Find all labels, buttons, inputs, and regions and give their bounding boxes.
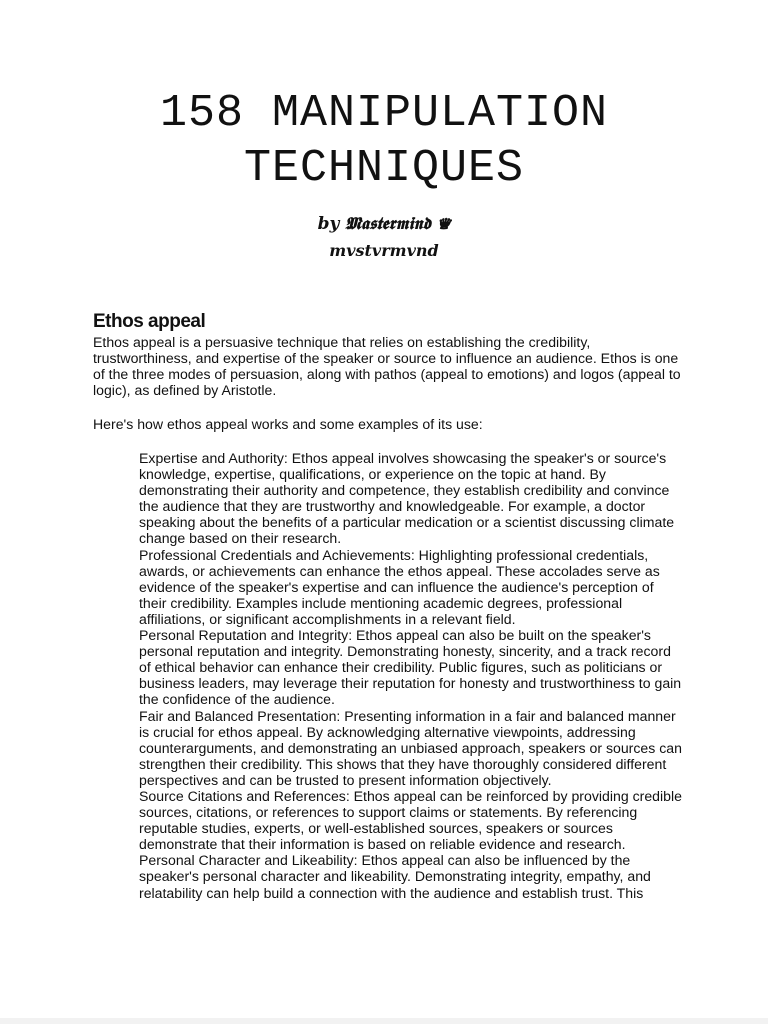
list-item: Expertise and Authority: Ethos appeal involves showcasing the speaker's or source's knowledge, expertise, qualifications, or experience on the topic at hand. By demonstrating their authority and competence, they establish credibility and convince the audience that they are trustworthy and knowledgeable. For example, a doctor speaking about the benefits of a particular medication or a scientist discussing climate change based on their research. [139, 450, 675, 547]
section-heading: Ethos appeal [93, 311, 206, 332]
author-byline: by 𝕸𝖆𝖘𝖙𝖊𝖗𝖒𝖎𝖓𝖉 ♛ [317, 214, 451, 234]
title-line-1: 158 MANIPULATION [159, 88, 609, 139]
technique-list [139, 450, 684, 901]
list-item: Fair and Balanced Presentation: Presenting information in a fair and balanced manner is crucial for ethos appeal. By acknowledging alternative viewpoints, addressing counterarguments, and demonstrating an unbiased approach, speakers or sources can strengthen their credibility. This shows that they have thoroughly considered different perspectives and can be trusted to present information objectively. [139, 707, 682, 788]
section-lead: Here's how ethos appeal works and some examples of its use: [93, 416, 483, 432]
page-title [0, 86, 768, 196]
section-intro: Ethos appeal is a persuasive technique that relies on establishing the credibility, trustworthiness, and expertise of the speaker or source to influence an audience. Ethos is one of the three modes of persuasion, along with pathos (appeal to emotions) and logos (appeal to logic), as defined by Aristotle. [93, 334, 681, 399]
author-handle: mvstvrmvnd [329, 241, 439, 260]
list-item: Professional Credentials and Achievements: Highlighting professional credentials, awards, or achievements can enhance the ethos appeal. These accolades serve as evidence of the speaker's expertise and can influence the audience's perception of their credibility. Examples include mentioning academic degrees, professional affiliations, or significant accomplishments in a relevant field. [139, 546, 660, 627]
page-bottom-edge [0, 1018, 768, 1024]
list-item: Personal Character and Likeability: Ethos appeal can also be influenced by the speaker's personal character and likeability. Demonstrating integrity, empathy, and relatability can help build a connection with the audience and establish trust. This [139, 852, 651, 901]
title-line-2: TECHNIQUES [243, 143, 525, 194]
list-item: Source Citations and References: Ethos appeal can be reinforced by providing credible sources, citations, or references to support claims or statements. By referencing reputable studies, experts, or well-established sources, speakers or sources demonstrate that their information is based on reliable evidence and research. [139, 787, 682, 853]
list-item: Personal Reputation and Integrity: Ethos appeal can also be built on the speaker's personal reputation and integrity. Demonstrating honesty, sincerity, and a track record of ethical behavior can enhance their credibility. Public figures, such as politicians or business leaders, may leverage their reputation for honesty and trustworthiness to gain the confidence of the audience. [139, 627, 682, 708]
